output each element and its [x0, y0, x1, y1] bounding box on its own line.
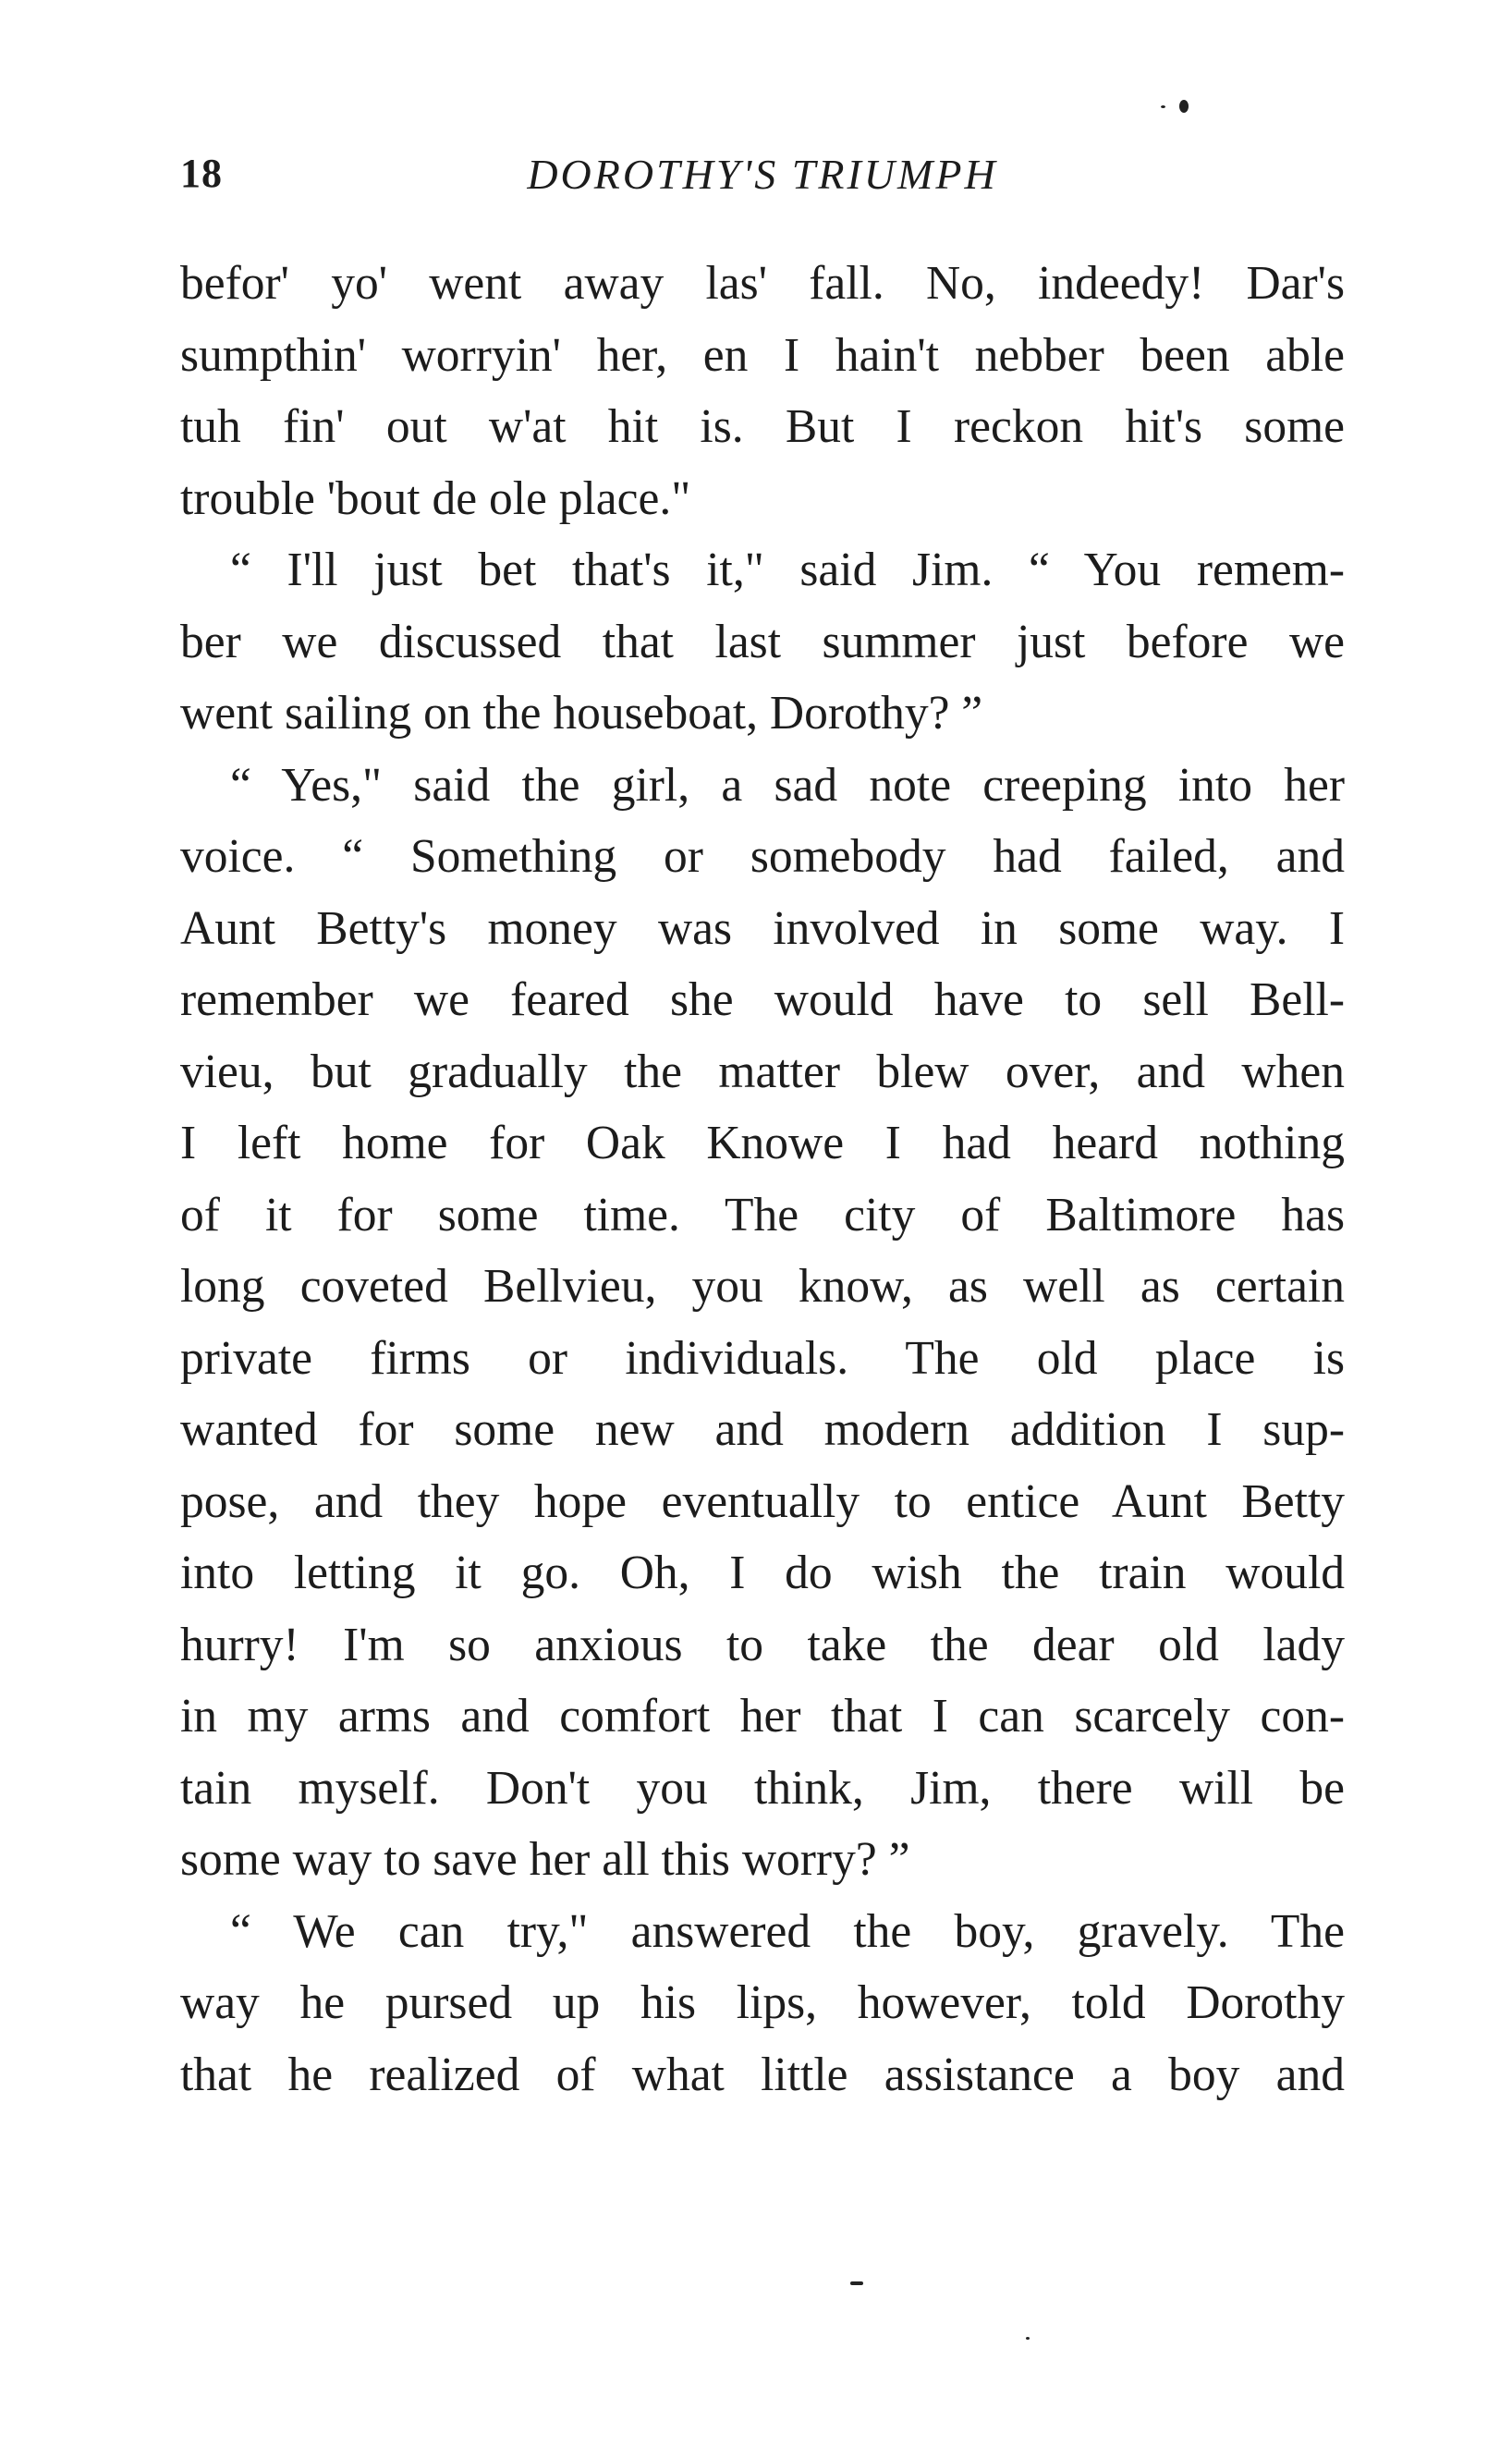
text-line: Aunt Betty's money was involved in some way. I	[180, 901, 1345, 955]
text-line: some way to save her all this worry? ”	[180, 1833, 910, 1886]
text-line: went sailing on the houseboat, Dorothy? ”	[180, 687, 983, 740]
ink-speck-bottom-small	[1026, 2337, 1030, 2340]
text-line: way he pursed up his lips, however, told Dorothy	[180, 1976, 1345, 2029]
ink-speck-top-small	[1161, 105, 1165, 108]
text-line: sumpthin' worryin' her, en I hain't nebber been able	[180, 328, 1345, 382]
text-line: of it for some time. The city of Baltimore has	[180, 1188, 1345, 1241]
text-line: tuh fin' out w'at hit is. But I reckon hit's some	[180, 400, 1345, 453]
text-line: voice. “ Something or somebody had failed, and	[180, 830, 1345, 883]
body-text	[180, 248, 1345, 2110]
ink-speck-bottom	[850, 2281, 863, 2285]
text-line: wanted for some new and modern addition I sup-	[180, 1403, 1345, 1456]
ink-speck-top	[1179, 100, 1189, 113]
text-line: “ Yes," said the girl, a sad note creeping into her	[230, 758, 1345, 812]
text-line: trouble 'bout de ole place."	[180, 471, 691, 525]
text-line: befor' yo' went away las' fall. No, indeedy! Dar's	[180, 257, 1345, 310]
page-number: 18	[180, 151, 223, 196]
text-line: remember we feared she would have to sell Bell-	[180, 973, 1345, 1026]
text-line: that he realized of what little assistance a boy and	[180, 2048, 1345, 2101]
text-line: hurry! I'm so anxious to take the dear old lady	[180, 1618, 1345, 1671]
text-line: into letting it go. Oh, I do wish the train would	[180, 1547, 1345, 1599]
text-line: “ We can try," answered the boy, gravely. The	[230, 1904, 1345, 1958]
text-line: “ I'll just bet that's it," said Jim. “ You remem-	[230, 544, 1345, 596]
running-title: DOROTHY'S TRIUMPH	[527, 151, 998, 198]
text-line: ber we discussed that last summer just before we	[180, 615, 1345, 668]
text-line: tain myself. Don't you think, Jim, there will be	[180, 1761, 1345, 1815]
text-line: pose, and they hope eventually to entice Aunt Betty	[180, 1474, 1345, 1528]
text-line: private firms or individuals. The old place is	[180, 1331, 1345, 1385]
text-line: long coveted Bellvieu, you know, as well as certain	[180, 1260, 1345, 1313]
text-line: I left home for Oak Knowe I had heard nothing	[180, 1117, 1345, 1169]
text-line: in my arms and comfort her that I can scarcely con-	[180, 1690, 1345, 1743]
page-header	[180, 139, 1345, 213]
text-line: vieu, but gradually the matter blew over, and when	[180, 1045, 1345, 1098]
